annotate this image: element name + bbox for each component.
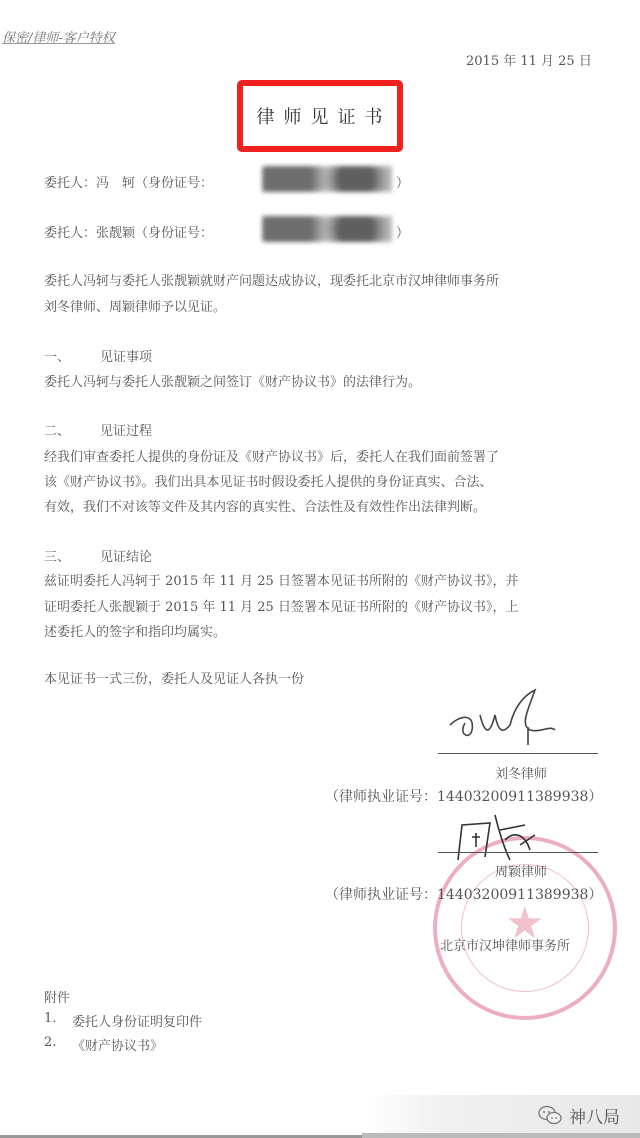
signature-liu-dong <box>440 685 580 755</box>
section-3-line-2: 证明委托人张靓颖于 2015 年 11 月 25 日签署本见证书所附的《财产协议书》，上 <box>44 600 519 615</box>
bottom-edge-right <box>362 1133 640 1138</box>
section-2-line-3: 有效，我们不对该等文件及其内容的真实性、合法性及有效性作出法律判断。 <box>44 500 487 515</box>
section-1-line-1: 委托人冯轲与委托人张靓颖之间签订《财产协议书》的法律行为。 <box>44 375 422 390</box>
signer-2-name: 周颖律师 <box>495 865 548 880</box>
signer-1-license: （律师执业证号：14403200911389938） <box>325 789 603 805</box>
section-3-heading: 见证结论 <box>100 550 153 565</box>
title-highlight-box <box>237 80 403 152</box>
signature-line-2 <box>438 852 598 853</box>
section-1-heading: 见证事项 <box>100 350 153 365</box>
attachment-2-num: 2. <box>44 1035 57 1050</box>
section-2-line-2: 该《财产协议书》。我们出具本见证书时假设委托人提供的身份证真实、合法、 <box>44 475 493 490</box>
signer-1-name: 刘冬律师 <box>495 767 548 782</box>
redacted-id-2 <box>262 216 392 242</box>
attachment-2-text: 《财产协议书》 <box>72 1039 164 1054</box>
firm-name: 北京市汉坤律师事务所 <box>440 939 571 954</box>
section-2-heading: 见证过程 <box>100 424 153 439</box>
watermark-text: 神八局 <box>569 1107 620 1128</box>
principal-1 <box>44 172 213 191</box>
section-2-line-1: 经我们审查委托人提供的身份证及《财产协议书》后，委托人在我们面前签署了 <box>44 450 500 465</box>
principal-1-label: 委托人：冯 轲（身份证号： <box>44 176 214 191</box>
star-icon: ★ <box>505 898 545 949</box>
principal-2-label: 委托人：张靓颖（身份证号： <box>44 226 214 241</box>
wechat-icon <box>537 1104 563 1126</box>
section-1-number: 一、 <box>44 350 71 365</box>
document-date: 2015 年 11 月 25 日 <box>466 54 592 69</box>
signature-line-1 <box>438 753 598 754</box>
document-title: 律师见证书 <box>256 107 392 128</box>
principal-1-close: ） <box>396 176 410 191</box>
attachments-heading: 附件 <box>44 991 71 1006</box>
wechat-watermark <box>365 1095 640 1135</box>
redacted-id-1 <box>262 166 392 192</box>
copies-note: 本见证书一式三份，委托人及见证人各执一份 <box>44 672 305 687</box>
section-2-number: 二、 <box>44 424 71 439</box>
section-3-number: 三、 <box>44 550 71 565</box>
signer-2-license: （律师执业证号：14403200911389938） <box>325 887 603 903</box>
section-3-line-3: 述委托人的签字和指印均属实。 <box>44 625 227 640</box>
attachment-1-text: 委托人身份证明复印件 <box>72 1015 203 1030</box>
principal-2-close: ） <box>396 226 410 241</box>
signature-zhou-ying <box>450 805 560 865</box>
attachment-1-num: 1. <box>44 1011 57 1026</box>
principal-2 <box>44 222 213 241</box>
section-3-line-1: 兹证明委托人冯轲于 2015 年 11 月 25 日签署本见证书所附的《财产协议书》，并 <box>44 574 519 589</box>
intro-line-1: 委托人冯轲与委托人张靓颖就财产问题达成协议，现委托北京市汉坤律师事务所 <box>44 274 500 289</box>
confidential-label: 保密/律师-客户特权 <box>2 31 115 46</box>
intro-line-2: 刘冬律师、周颖律师予以见证。 <box>44 300 227 315</box>
